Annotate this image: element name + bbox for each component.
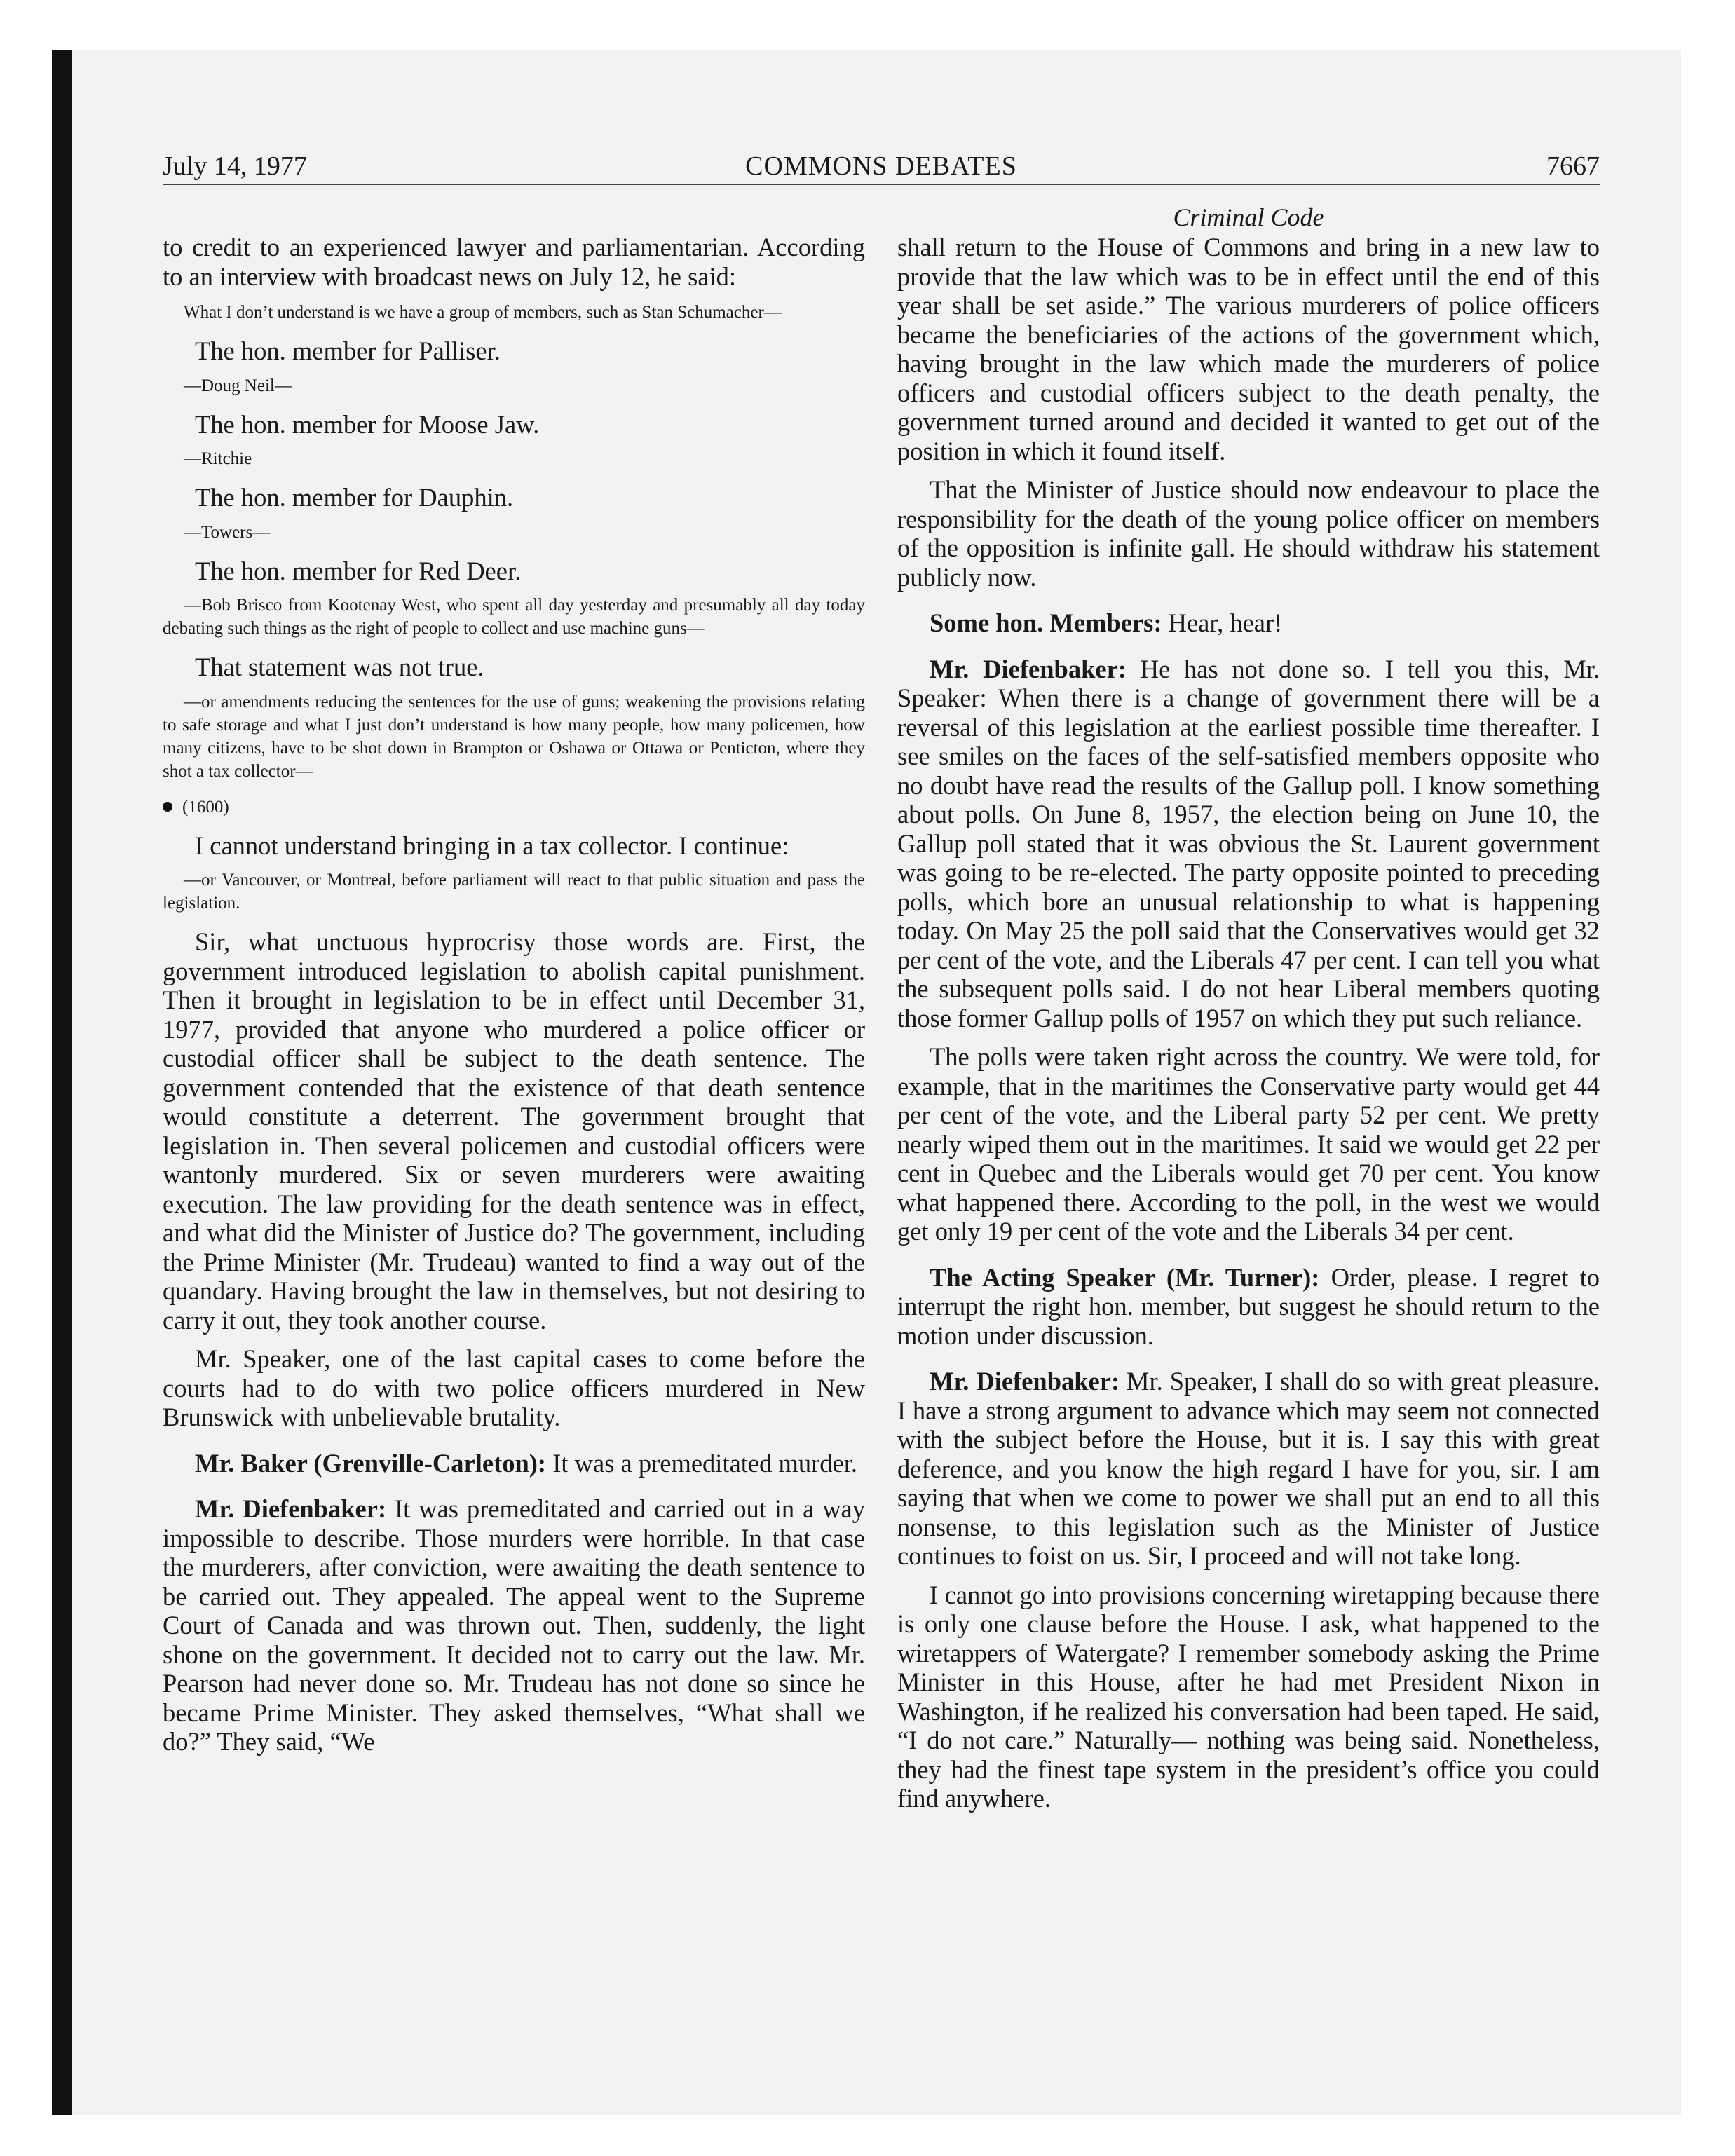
- block-quote: —or amendments reducing the sentences for the use of guns; weakening the provisions relating to safe storage and what I just don’t understand is how many people, how many policemen, how many citizens, have to be shot down in Brampton or Oshawa or Ottawa or Penticton, where they shot a tax collector—: [163, 692, 865, 781]
- header-page-number: 7667: [1546, 151, 1600, 181]
- paragraph: shall return to the House of Commons and bring in a new law to provide that the law which was to be in effect until the end of this year shall be set aside.” The various murderers of police officers became the beneficiaries of the actions of the government which, having brought in the law which made the murderers of police officers and custodial officers subject to the death penalty, the government turned around and decided it wanted to get out of the position in which it found itself.: [897, 233, 1600, 465]
- speaker-name: Mr. Diefenbaker:: [930, 1367, 1120, 1396]
- block-quote: —Towers—: [184, 522, 271, 542]
- paragraph: That the Minister of Justice should now endeavour to place the responsibility for the death of the young police officer on members of the opposition is infinite gall. He should withdraw his statement publicly now.: [897, 475, 1600, 592]
- paragraph: I cannot go into provisions concerning wiretapping because there is only one clause before the House. I ask, what happened to the wiretappers of Watergate? I remember somebody asking the Prime Minister in this House, after he had met President Nixon in Washington, if he realized his conversation had been taped. He said, “I do not care.” Naturally— nothing was being said. Nonetheless, they had the finest tape system in the president’s office you could find anywhere.: [897, 1580, 1600, 1813]
- speech-text: Mr. Speaker, I shall do so with great pleasure. I have a strong argument to advance which may seem not connected with the subject before the House, but it is. I say this with great deference, and you know the high regard I have for you, sir. I am saying that when we come to power we shall put an end to all this nonsense, to this legislation such as the Minister of Justice continues to foist on us. Sir, I proceed and will not take long.: [897, 1367, 1600, 1570]
- speech-text: Order, please. I regret to interrupt the right hon. member, but suggest he should return to the motion under discussion.: [897, 1262, 1600, 1350]
- header-publication: COMMONS DEBATES: [745, 151, 1017, 181]
- header-rule: [163, 184, 1600, 185]
- right-column: [897, 233, 1600, 1823]
- block-quote: —or Vancouver, or Montreal, before parliament will react to that public situation and pass the legislation.: [163, 871, 865, 913]
- speech: [897, 655, 1600, 1033]
- paragraph: The polls were taken right across the country. We were told, for example, that in the maritimes the Conservative party would get 44 per cent of the vote, and the Liberal party 52 per cent. We pretty nearly wiped them out in the maritimes. It said we would get 22 per cent in Quebec and the Liberals would get 70 per cent. You know what happened there. According to the poll, in the west we would get only 19 per cent of the vote and the Liberals 34 per cent.: [897, 1042, 1600, 1246]
- interjection: The hon. member for Moose Jaw.: [195, 409, 540, 439]
- speech-text: Hear, hear!: [1162, 608, 1283, 637]
- speech: [897, 1263, 1600, 1351]
- speech: [163, 1494, 865, 1756]
- scan-edge-bar: [52, 50, 72, 2115]
- speaker-name: The Acting Speaker (Mr. Turner):: [930, 1262, 1320, 1292]
- bullet-icon: [163, 802, 172, 812]
- left-column: [163, 233, 865, 1766]
- speaker-name: Mr. Baker (Grenville-Carleton):: [195, 1448, 547, 1478]
- interjection: I cannot understand bringing in a tax collector. I continue:: [195, 831, 789, 860]
- speech: [163, 1449, 865, 1478]
- block-quote: What I don’t understand is we have a group of members, such as Stan Schumacher—: [184, 303, 782, 322]
- interjection: The hon. member for Dauphin.: [195, 483, 514, 512]
- speaker-name: Mr. Diefenbaker:: [930, 654, 1127, 683]
- speaker-name: Some hon. Members:: [930, 608, 1162, 637]
- interjection: The hon. member for Red Deer.: [195, 556, 522, 585]
- paragraph: Mr. Speaker, one of the last capital cases to come before the courts had to do with two police officers murdered in New Brunswick with unbelievable brutality.: [163, 1344, 865, 1431]
- block-quote: —Ritchie: [184, 449, 252, 468]
- time-stamp: (1600): [182, 797, 229, 817]
- speech: [897, 608, 1600, 638]
- speech-text: It was a premeditated murder.: [546, 1448, 858, 1478]
- running-header: [163, 149, 1600, 184]
- paragraph: Sir, what unctuous hyprocrisy those words are. First, the government introduced legislation to abolish capital punishment. Then it brought in legislation to be in effect until December 31, 1977, provided that anyone who murdered a police officer or custodial officer shall be subject to the death sentence. The government contended that the existence of that death sentence would constitute a deterrent. The government brought that legislation in. Then several policemen and custodial officers were wantonly murdered. Six or seven murderers were awaiting execution. The law providing for the death sentence was in effect, and what did the Minister of Justice do? The government, including the Prime Minister (Mr. Trudeau) wanted to find a way out of the quandary. Having brought the law in themselves, but not desiring to carry it out, they took another course.: [163, 927, 865, 1335]
- subject-heading: Criminal Code: [1173, 203, 1324, 231]
- header-date: July 14, 1977: [163, 151, 307, 181]
- speaker-name: Mr. Diefenbaker:: [195, 1494, 387, 1523]
- block-quote: —Doug Neil—: [184, 376, 292, 395]
- block-quote: —Bob Brisco from Kootenay West, who spent all day yesterday and presumably all day today debating such things as the right of people to collect and use machine guns—: [163, 596, 865, 638]
- paragraph: to credit to an experienced lawyer and parliamentarian. According to an interview with broadcast news on July 12, he said:: [163, 233, 865, 291]
- time-marker: [163, 796, 865, 819]
- speech: [897, 1367, 1600, 1571]
- speech-text: It was premeditated and carried out in a way impossible to describe. Those murders were horrible. In that case the murderers, after conviction, were awaiting the death sentence to be carried out. They appealed. The appeal went to the Supreme Court of Canada and was thrown out. Then, suddenly, the light shone on the government. It decided not to carry out the law. Mr. Pearson had never done so. Mr. Trudeau has not done so since he became Prime Minister. They asked themselves, “What shall we do?” They said, “We: [163, 1494, 866, 1756]
- interjection: The hon. member for Palliser.: [195, 336, 501, 365]
- speech-text: He has not done so. I tell you this, Mr. Speaker: When there is a change of government there will be a reversal of this legislation at the earliest possible time thereafter. I see smiles on the faces of the self-satisfied members opposite who no doubt have read the results of the Gallup poll. I know something about polls. On June 8, 1957, the election being on June 10, the Gallup poll stated that it was obvious the St. Laurent government was going to be re-elected. The party opposite pointed to preceding polls, which bore an unusual relationship to what is happening today. On May 25 the poll said that the Conservatives would get 32 per cent of the vote, and the Liberals 47 per cent. I can tell you what the subsequent polls said. I do not hear Liberal members quoting those former Gallup polls of 1957 on which they put such reliance.: [897, 654, 1600, 1032]
- interjection: That statement was not true.: [195, 653, 484, 681]
